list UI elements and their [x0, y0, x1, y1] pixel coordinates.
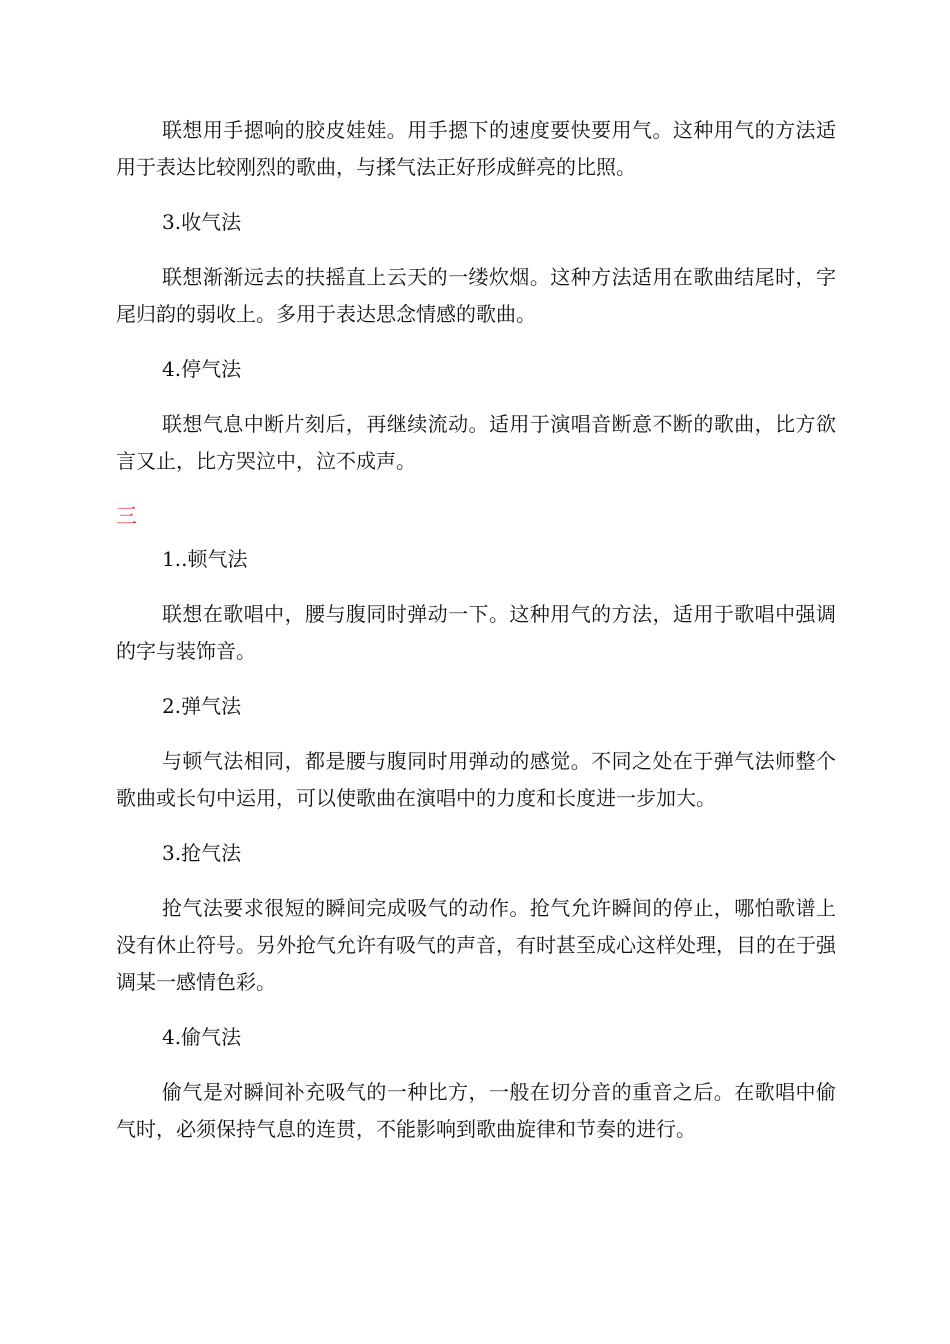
paragraph-shouqi: 联想渐渐远去的扶摇直上云天的一缕炊烟。这种方法适用在歌曲结尾时，字尾归韵的弱收上。多用于表达思念情感的歌曲。 — [116, 265, 836, 326]
heading-tanqi: 2.弹气法 — [162, 694, 242, 718]
heading-tingqi: 4.停气法 — [162, 357, 242, 381]
paragraph-qiangqi: 抢气法要求很短的瞬间完成吸气的动作。抢气允许瞬间的停止，哪怕歌谱上没有休止符号。另外抢气允许有吸气的声音，有时甚至成心这样处理，目的在于强调某一感情色彩。 — [116, 896, 836, 994]
heading-touqi: 4.偷气法 — [162, 1025, 242, 1049]
paragraph-rouqi-comparison: 联想用手摁响的胶皮娃娃。用手摁下的速度要快要用气。这种用气的方法适用于表达比较刚烈的歌曲，与揉气法正好形成鲜亮的比照。 — [116, 118, 836, 179]
paragraph-dunqi: 联想在歌唱中，腰与腹同时弹动一下。这种用气的方法，适用于歌唱中强调的字与装饰音。 — [116, 602, 836, 663]
paragraph-touqi: 偷气是对瞬间补充吸气的一种比方，一般在切分音的重音之后。在歌唱中偷气时，必须保持气息的连贯，不能影响到歌曲旋律和节奏的进行。 — [116, 1080, 836, 1141]
heading-dunqi: 1..顿气法 — [162, 547, 248, 571]
document-body — [116, 112, 836, 1166]
paragraph-tingqi: 联想气息中断片刻后，再继续流动。适用于演唱音断意不断的歌曲，比方欲言又止，比方哭泣中，泣不成声。 — [116, 412, 836, 473]
paragraph-tanqi: 与顿气法相同，都是腰与腹同时用弹动的感觉。不同之处在于弹气法师整个歌曲或长句中运用，可以使歌曲在演唱中的力度和长度进一步加大。 — [116, 749, 836, 810]
section-number-three: 三 — [116, 504, 137, 528]
heading-qiangqi: 3.抢气法 — [162, 841, 242, 865]
heading-shouqi: 3.收气法 — [162, 210, 242, 234]
